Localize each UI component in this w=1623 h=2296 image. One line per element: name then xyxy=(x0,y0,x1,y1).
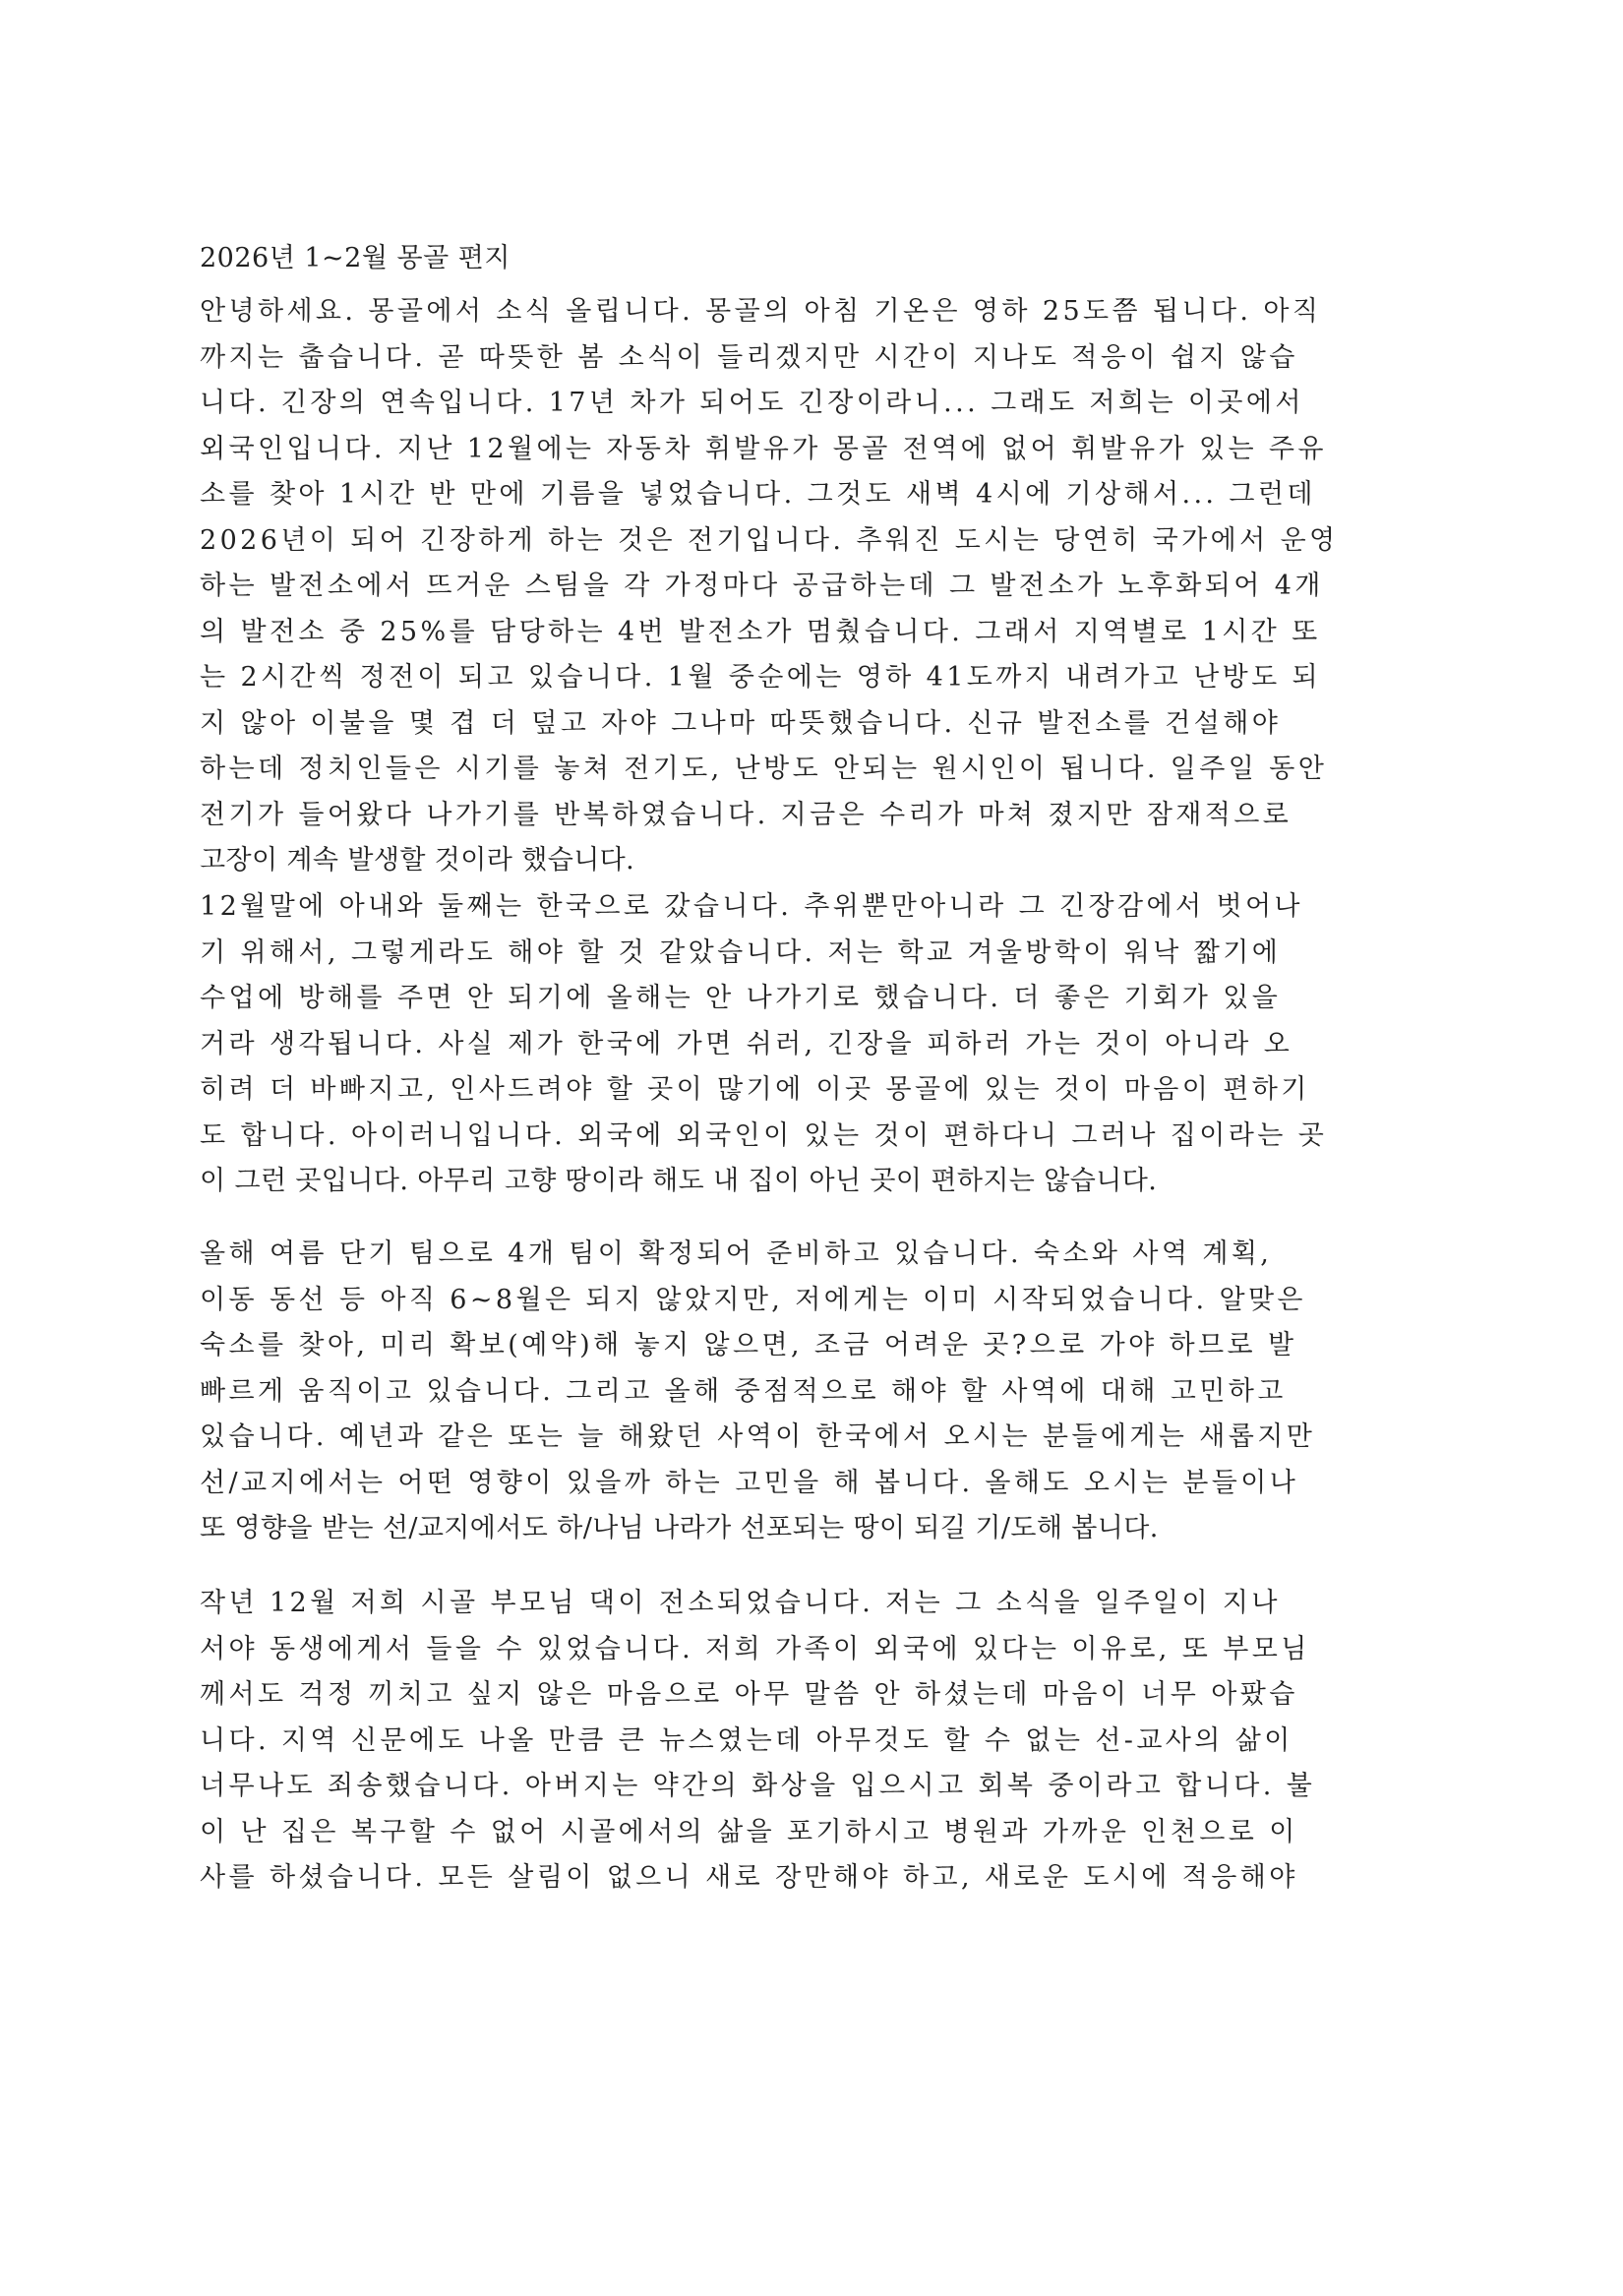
text-line: 이 난 집은 복구할 수 없어 시골에서의 삶을 포기하시고 병원과 가까운 인천으로 이 xyxy=(200,1816,1298,1847)
text-line: 소를 찾아 1시간 반 만에 기름을 넣었습니다. 그것도 새벽 4시에 기상해서... 그런데 xyxy=(200,479,1316,510)
text-line: 니다. 지역 신문에도 나올 만큼 큰 뉴스였는데 아무것도 할 수 없는 선-교사의 삶이 xyxy=(200,1724,1293,1756)
text-line: 12월말에 아내와 둘째는 한국으로 갔습니다. 추위뿐만아니라 그 긴장감에서 벗어나 xyxy=(200,891,1303,922)
text-line: 하는 발전소에서 뜨거운 스팀을 각 가정마다 공급하는데 그 발전소가 노후화되어 4개 xyxy=(200,571,1324,601)
text-line: 께서도 걱정 끼치고 싶지 않은 마음으로 아무 말씀 안 하셨는데 마음이 너무 아팠습 xyxy=(200,1679,1298,1710)
document-title: 2026년 1~2월 몽골 편지 xyxy=(200,243,511,273)
text-line: 전기가 들어왔다 나가기를 반복하였습니다. 지금은 수리가 마쳐 졌지만 잠재적으로 xyxy=(200,799,1292,830)
text-line: 지 않아 이불을 몇 겹 더 덮고 자야 그나마 따뜻했습니다. 신규 발전소를 건설해야 xyxy=(200,707,1282,739)
text-line: 니다. 긴장의 연속입니다. 17년 차가 되어도 긴장이라니... 그래도 저희는 이곳에서 xyxy=(200,388,1304,418)
text-line: 이 그런 곳입니다. 아무리 고향 땅이라 해도 내 집이 아닌 곳이 편하지는 않습니다. xyxy=(200,1166,1158,1196)
text-line: 고장이 계속 발생할 것이라 했습니다. xyxy=(200,845,635,876)
text-line: 히려 더 바빠지고, 인사드려야 할 곳이 많기에 이곳 몽골에 있는 것이 마음이 편하기 xyxy=(200,1074,1310,1105)
text-line: 기 위해서, 그렇게라도 해야 할 것 같았습니다. 저는 학교 겨울방학이 워낙 짧기에 xyxy=(200,937,1282,968)
text-line: 있습니다. 예년과 같은 또는 늘 해왔던 사역이 한국에서 오시는 분들에게는 새롭지만 xyxy=(200,1421,1316,1452)
text-line: 또 영향을 받는 선/교지에서도 하/나님 나라가 선포되는 땅이 되길 기/도해 봅니다. xyxy=(200,1513,1159,1543)
text-line: 까지는 춥습니다. 곧 따뜻한 봄 소식이 들리겠지만 시간이 지나도 적응이 쉽지 않습 xyxy=(200,341,1298,373)
text-line: 외국인입니다. 지난 12월에는 자동차 휘발유가 몽골 전역에 없어 휘발유가 있는 주유 xyxy=(200,433,1327,464)
text-line: 수업에 방해를 주면 안 되기에 올해는 안 나가기로 했습니다. 더 좋은 기회가 있을 xyxy=(200,983,1282,1013)
text-line: 이동 동선 등 아직 6~8월은 되지 않았지만, 저에게는 이미 시작되었습니다. 알맞은 xyxy=(200,1284,1306,1315)
text-line: 사를 하셨습니다. 모든 살림이 없으니 새로 장만해야 하고, 새로운 도시에 적응해야 xyxy=(200,1862,1298,1893)
text-line: 도 합니다. 아이러니입니다. 외국에 외국인이 있는 것이 편하다니 그러나 집이라는 곳 xyxy=(200,1119,1328,1151)
text-line: 거라 생각됩니다. 사실 제가 한국에 가면 쉬러, 긴장을 피하러 가는 것이 아니라 오 xyxy=(200,1028,1293,1059)
text-line: 의 발전소 중 25%를 담당하는 4번 발전소가 멈췄습니다. 그래서 지역별로 1시간 또 xyxy=(200,616,1321,647)
text-line: 안녕하세요. 몽골에서 소식 올립니다. 몽골의 아침 기온은 영하 25도쯤 됩니다. 아직 xyxy=(200,296,1322,327)
text-line: 서야 동생에게서 들을 수 있었습니다. 저희 가족이 외국에 있다는 이유로, 또 부모님 xyxy=(200,1633,1310,1664)
text-line: 선/교지에서는 어떤 영향이 있을까 하는 고민을 해 봅니다. 올해도 오시는 분들이나 xyxy=(200,1467,1299,1498)
text-line: 빠르게 움직이고 있습니다. 그리고 올해 중점적으로 해야 할 사역에 대해 고민하고 xyxy=(200,1375,1287,1407)
text-line: 올해 여름 단기 팀으로 4개 팀이 확정되어 준비하고 있습니다. 숙소와 사역 계획, xyxy=(200,1239,1273,1269)
text-line: 작년 12월 저희 시골 부모님 댁이 전소되었습니다. 저는 그 소식을 일주일이 지나 xyxy=(200,1588,1281,1618)
text-line: 하는데 정치인들은 시기를 놓쳐 전기도, 난방도 안되는 원시인이 됩니다. 일주일 동안 xyxy=(200,754,1328,784)
text-line: 2026년이 되어 긴장하게 하는 것은 전기입니다. 추워진 도시는 당연히 국가에서 운영 xyxy=(200,524,1339,556)
text-line: 는 2시간씩 정전이 되고 있습니다. 1월 중순에는 영하 41도까지 내려가고 난방도 되 xyxy=(200,662,1322,693)
text-line: 너무나도 죄송했습니다. 아버지는 약간의 화상을 입으시고 회복 중이라고 합니다. 불 xyxy=(200,1771,1316,1801)
text-line: 숙소를 찾아, 미리 확보(예약)해 놓지 않으면, 조금 어려운 곳?으로 가야 하므로 발 xyxy=(200,1330,1297,1360)
